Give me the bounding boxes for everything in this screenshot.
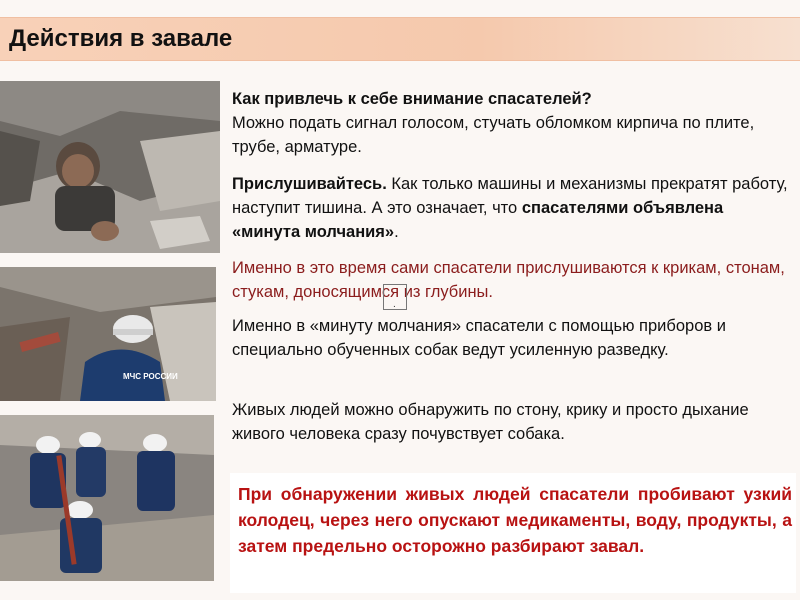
section-detection bbox=[232, 398, 788, 446]
section-rescuers-listen bbox=[232, 256, 788, 304]
vest-label: МЧС РОССИИ bbox=[123, 372, 178, 381]
listen-text-b: . bbox=[394, 223, 399, 241]
answer-text: Можно подать сигнал голосом, стучать обломком кирпича по плите, трубе, арматуре. bbox=[232, 114, 755, 156]
section-attract-attention bbox=[232, 87, 788, 159]
photo-trapped-person bbox=[0, 81, 220, 253]
callout-box bbox=[230, 473, 796, 593]
photo-rescuer-helmet bbox=[0, 267, 216, 401]
minute-of-silence-emphasis: спасателями объявлена «минута молчания» bbox=[232, 199, 724, 241]
listen-text-a: Как только машины и механизмы прекратят работу, наступит тишина. А это означает, что bbox=[232, 175, 788, 217]
section-reconnaissance bbox=[232, 314, 788, 362]
section-listen bbox=[232, 172, 788, 244]
placeholder-mark: . bbox=[383, 284, 407, 310]
question-heading: Как привлечь к себе внимание спасателей? bbox=[232, 90, 592, 108]
detection-text: Живых людей можно обнаружить по стону, крику и просто дыхание живого человека сразу почувствует собака. bbox=[232, 401, 749, 443]
listen-lead: Прислушивайтесь. bbox=[232, 175, 387, 193]
photo-rescue-team bbox=[0, 415, 214, 581]
reconnaissance-text: Именно в «минуту молчания» спасатели с помощью приборов и специально обученных собак ведут усиленную разведку. bbox=[232, 317, 726, 359]
callout-text: При обнаружении живых людей спасатели пробивают узкий колодец, через него опускают медикаменты, воду, продукты, а затем предельно осторожно разбирают завал. bbox=[238, 484, 792, 556]
page-title: Действия в завале bbox=[9, 25, 233, 52]
title-bar bbox=[0, 17, 800, 61]
rescuers-listen-text: Именно в это время сами спасатели прислушиваются к крикам, стонам, стукам, доносящимся из глубины. bbox=[232, 259, 785, 301]
